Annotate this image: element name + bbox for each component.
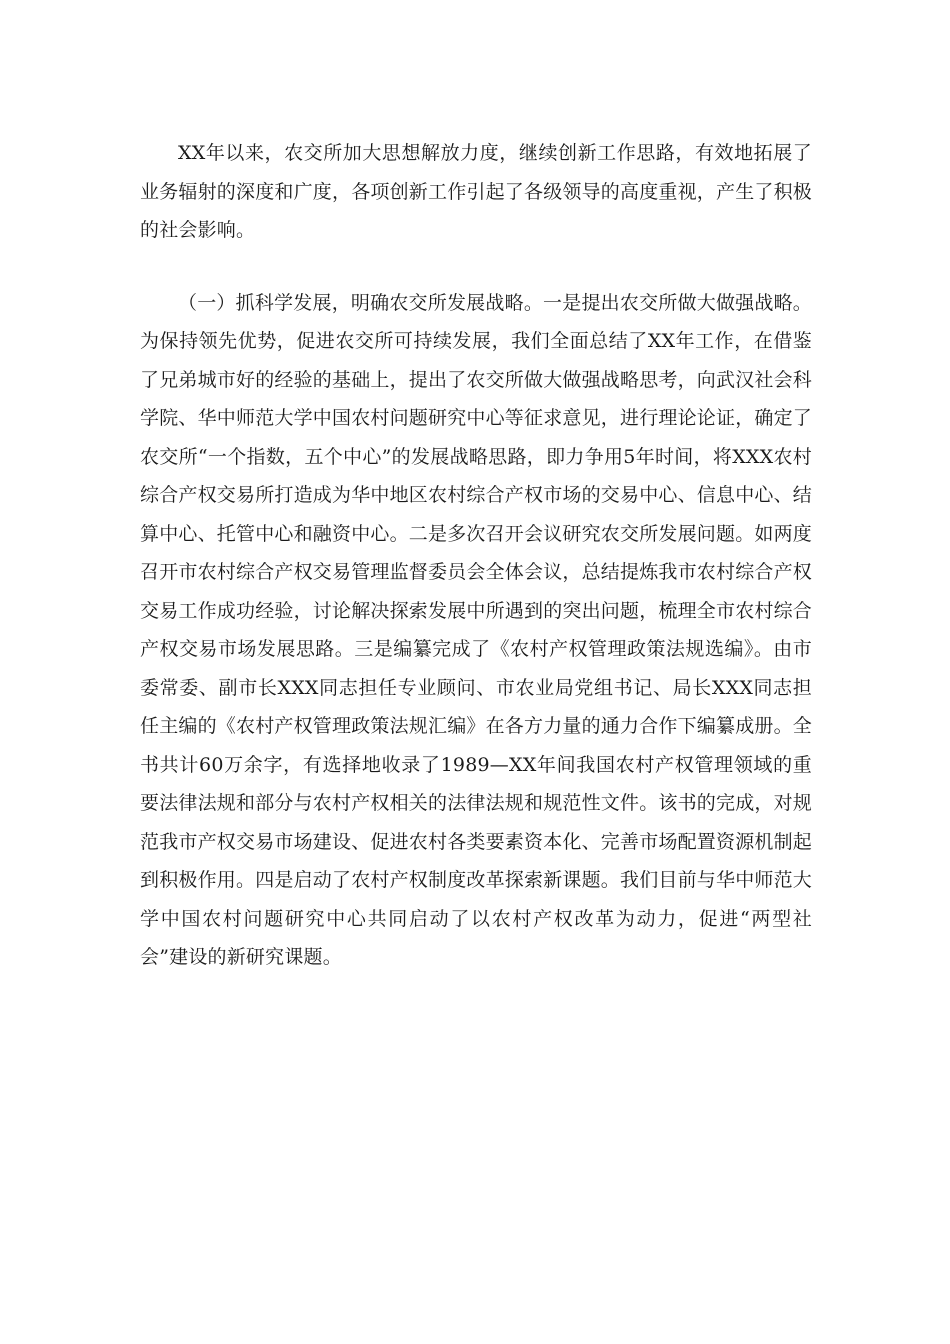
paragraph-intro: XX年以来，农交所加大思想解放力度，继续创新工作思路，有效地拓展了业务辐射的深度和广度，各项创新工作引起了各级领导的高度重视，产生了积极的社会影响。: [140, 142, 813, 241]
paragraph-section-1: （一）抓科学发展，明确农交所发展战略。一是提出农交所做大做强战略。为保持领先优势，促进农交所可持续发展，我们全面总结了XX年工作，在借鉴了兄弟城市好的经验的基础上，提出了农交所做大做强战略思考，向武汉社会科学院、华中师范大学中国农村问题研究中心等征求意见，进行理论论证，确定了农交所“一个指数，五个中心”的发展战略思路，即力争用5年时间，将XXX农村综合产权交易所打造成为华中地区农村综合产权市场的交易中心、信息中心、结算中心、托管中心和融资中心。二是多次召开会议研究农交所发展问题。如两度召开市农村综合产权交易管理监督委员会全体会议，总结提炼我市农村综合产权交易工作成功经验，讨论解决探索发展中所遇到的突出问题，梳理全市农村综合产权交易市场发展思路。三是编纂完成了《农村产权管理政策法规选编》。由市委常委、副市长XXX同志担任专业顾问、市农业局党组书记、局长XXX同志担任主编的《农村产权管理政策法规汇编》在各方力量的通力合作下编纂成册。全书共计60万余字，有选择地收录了1989—XX年间我国农村产权管理领域的重要法律法规和部分与农村产权相关的法律法规和规范性文件。该书的完成，对规范我市产权交易市场建设、促进农村各类要素资本化、完善市场配置资源机制起到积极作用。四是启动了农村产权制度改革探索新课题。我们目前与华中师范大学中国农村问题研究中心共同启动了以农村产权改革为动力，促进“两型社会”建设的新研究课题。: [140, 291, 813, 968]
document-body: [140, 134, 812, 977]
